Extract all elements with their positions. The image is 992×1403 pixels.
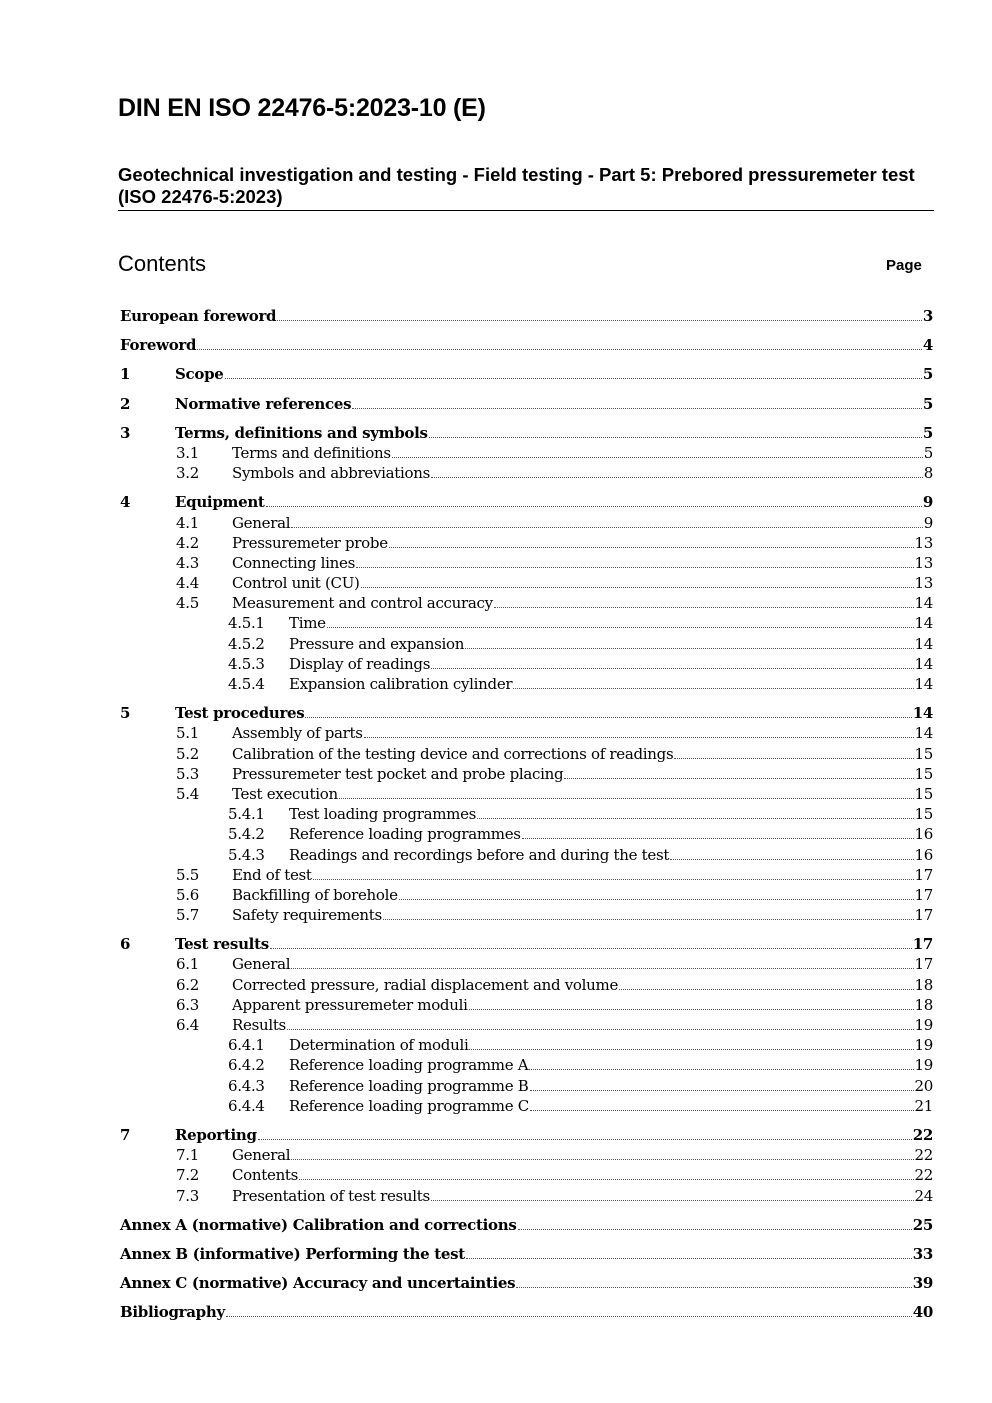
toc-entry-title: Terms and definitions <box>232 443 391 462</box>
toc-entry-title: Annex C (normative) Accuracy and uncertainties <box>120 1274 516 1293</box>
toc-dot-leader <box>466 1258 912 1259</box>
toc-entry-title: Reference loading programmes <box>289 825 521 844</box>
toc-dot-leader <box>258 1139 912 1140</box>
toc-entry-title: Safety requirements <box>232 906 382 925</box>
toc-entry-title: Calibration of the testing device and corrections of readings <box>232 744 674 763</box>
toc-entry-title: Reporting <box>175 1125 257 1144</box>
toc-entry-title: Corrected pressure, radial displacement and volume <box>232 975 619 994</box>
toc-entry-number: 6.3 <box>176 995 199 1014</box>
toc-dot-leader <box>619 989 913 990</box>
toc-entry[interactable] <box>118 1274 933 1294</box>
toc-entry-page: 14 <box>914 675 933 693</box>
toc-entry-title: Contents <box>232 1166 299 1185</box>
toc-entry-page: 9 <box>923 513 933 532</box>
toc-entry-title: Pressure and expansion <box>289 634 465 653</box>
toc-entry[interactable] <box>118 336 933 356</box>
toc-dot-leader <box>674 758 913 759</box>
toc-dot-leader <box>291 527 923 528</box>
toc-entry-page: 22 <box>914 1146 933 1165</box>
toc-entry-number: 4 <box>120 493 131 512</box>
toc-entry-title: Terms, definitions and symbols <box>175 423 428 442</box>
toc-entry[interactable] <box>118 955 933 975</box>
toc-dot-leader <box>431 668 913 669</box>
toc-entry[interactable] <box>118 976 933 996</box>
toc-entry-title: Foreword <box>120 336 197 355</box>
toc-entry-number: 6.4.2 <box>228 1056 265 1075</box>
toc-entry-page: 3 <box>922 307 933 325</box>
toc-entry[interactable] <box>118 935 933 955</box>
toc-entry-page: 22 <box>914 1166 933 1185</box>
toc-entry-title: General <box>232 1146 291 1165</box>
toc-entry-page: 13 <box>914 533 933 552</box>
toc-entry[interactable] <box>118 805 933 825</box>
toc-entry-title: Scope <box>175 365 224 384</box>
toc-entry-page: 19 <box>914 1016 933 1034</box>
toc-entry-page: 17 <box>914 955 933 974</box>
toc-entry-page: 15 <box>914 805 933 824</box>
toc-entry-number: 5.7 <box>176 906 199 925</box>
toc-entry-title: Annex A (normative) Calibration and corrections <box>120 1215 517 1234</box>
toc-entry-number: 5.4.3 <box>228 845 265 864</box>
toc-entry-page: 20 <box>914 1076 933 1095</box>
toc-dot-leader <box>287 1029 914 1030</box>
toc-dot-leader <box>197 349 922 350</box>
toc-entry-title: Reference loading programme C <box>289 1096 529 1115</box>
toc-entry[interactable] <box>118 745 933 765</box>
toc-entry[interactable] <box>118 365 933 385</box>
toc-entry-page: 14 <box>914 634 933 653</box>
toc-entry-page: 15 <box>914 744 933 763</box>
toc-entry[interactable] <box>118 675 933 695</box>
toc-entry-page: 39 <box>912 1274 933 1293</box>
toc-entry-number: 7.2 <box>176 1166 199 1185</box>
toc-entry-number: 5.1 <box>176 724 199 743</box>
toc-dot-leader <box>383 919 914 920</box>
toc-dot-leader <box>477 818 913 819</box>
toc-entry-number: 4.5 <box>176 594 199 613</box>
toc-entry-page: 19 <box>914 1036 933 1055</box>
toc-entry-page: 16 <box>914 825 933 844</box>
toc-dot-leader <box>291 968 913 969</box>
toc-entry-page: 8 <box>923 464 933 483</box>
toc-entry-number: 4.4 <box>176 574 199 593</box>
toc-entry-number: 5.6 <box>176 885 199 904</box>
toc-entry-title: Reference loading programme B <box>289 1076 529 1095</box>
toc-entry[interactable] <box>118 825 933 845</box>
toc-entry-number: 6.4.1 <box>228 1036 265 1055</box>
toc-entry-number: 4.5.3 <box>228 654 265 673</box>
toc-entry-title: Assembly of parts <box>232 724 363 743</box>
toc-entry[interactable] <box>118 1077 933 1097</box>
toc-entry-title: Annex B (informative) Performing the test <box>120 1244 465 1263</box>
toc-entry-page: 5 <box>922 365 933 384</box>
toc-dot-leader <box>399 899 914 900</box>
toc-entry-number: 5.5 <box>176 865 199 884</box>
toc-entry[interactable] <box>118 1187 933 1207</box>
toc-dot-leader <box>266 506 922 507</box>
toc-entry-page: 17 <box>914 906 933 925</box>
toc-entry-number: 2 <box>120 394 131 413</box>
toc-dot-leader <box>469 1009 914 1010</box>
toc-dot-leader <box>299 1179 913 1180</box>
toc-entry-title: End of test <box>232 865 312 884</box>
page-column-label: Page <box>886 257 922 274</box>
toc-entry[interactable] <box>118 765 933 785</box>
toc-entry-page: 15 <box>914 784 933 803</box>
toc-entry-title: Readings and recordings before and during the test <box>289 845 670 864</box>
toc-entry[interactable] <box>118 534 933 554</box>
toc-entry-title: Apparent pressuremeter moduli <box>232 995 468 1014</box>
toc-entry-number: 5.2 <box>176 744 199 763</box>
toc-entry-number: 6.1 <box>176 955 199 974</box>
toc-dot-leader <box>431 477 923 478</box>
toc-entry-title: Measurement and control accuracy <box>232 594 493 613</box>
toc-dot-leader <box>429 437 922 438</box>
toc-entry[interactable] <box>118 1216 933 1236</box>
toc-entry-number: 5.4.2 <box>228 825 265 844</box>
toc-entry-page: 13 <box>914 553 933 572</box>
toc-entry-number: 5.3 <box>176 764 199 783</box>
toc-entry[interactable] <box>118 1016 933 1036</box>
toc-entry[interactable] <box>118 635 933 655</box>
toc-dot-leader <box>530 1090 914 1091</box>
toc-dot-leader <box>494 607 914 608</box>
toc-entry[interactable] <box>118 1126 933 1146</box>
toc-entry[interactable] <box>118 594 933 614</box>
toc-dot-leader <box>352 408 922 409</box>
toc-entry-page: 13 <box>914 574 933 593</box>
toc-dot-leader <box>513 688 913 689</box>
toc-entry[interactable] <box>118 514 933 534</box>
toc-entry[interactable] <box>118 996 933 1016</box>
toc-entry-title: Normative references <box>175 394 352 413</box>
toc-entry-number: 6 <box>120 935 131 954</box>
toc-entry-title: Results <box>232 1016 286 1034</box>
toc-entry-page: 17 <box>914 885 933 904</box>
title-divider <box>118 210 934 211</box>
toc-entry-title: Symbols and abbreviations <box>232 464 430 483</box>
toc-entry-page: 22 <box>912 1125 933 1144</box>
toc-entry-number: 6.2 <box>176 975 199 994</box>
toc-entry-number: 6.4 <box>176 1016 199 1034</box>
toc-entry-page: 5 <box>922 394 933 413</box>
toc-entry-number: 5.4 <box>176 784 199 803</box>
toc-entry-number: 7.3 <box>176 1186 199 1205</box>
toc-entry-page: 4 <box>922 336 933 355</box>
toc-entry-page: 14 <box>914 724 933 743</box>
toc-dot-leader <box>431 1200 914 1201</box>
toc-entry-page: 33 <box>912 1244 933 1263</box>
toc-entry[interactable] <box>118 1303 933 1323</box>
toc-entry-page: 18 <box>914 995 933 1014</box>
toc-entry[interactable] <box>118 886 933 906</box>
toc-entry-title: Test results <box>175 935 269 954</box>
toc-dot-leader <box>530 1110 914 1111</box>
toc-dot-leader <box>270 948 912 949</box>
toc-entry-page: 16 <box>914 845 933 864</box>
toc-dot-leader <box>529 1069 913 1070</box>
toc-entry-number: 4.5.4 <box>228 675 265 693</box>
toc-entry-number: 5.4.1 <box>228 805 265 824</box>
toc-entry-page: 40 <box>912 1303 933 1322</box>
toc-entry[interactable] <box>118 1097 933 1117</box>
toc-dot-leader <box>225 378 922 379</box>
toc-dot-leader <box>291 1159 913 1160</box>
toc-entry-page: 14 <box>914 594 933 613</box>
toc-entry-title: Backfilling of borehole <box>232 885 398 904</box>
toc-entry-number: 3.2 <box>176 464 199 483</box>
toc-entry-title: Time <box>289 614 326 633</box>
toc-entry[interactable] <box>118 493 933 513</box>
toc-entry-title: Determination of moduli <box>289 1036 469 1055</box>
toc-entry-title: Equipment <box>175 493 265 512</box>
toc-entry-page: 9 <box>922 493 933 512</box>
toc-entry[interactable] <box>118 574 933 594</box>
toc-entry[interactable] <box>118 785 933 805</box>
toc-entry-number: 5 <box>120 704 131 723</box>
toc-entry-number: 3 <box>120 423 131 442</box>
toc-entry-page: 24 <box>914 1186 933 1205</box>
toc-entry-number: 4.1 <box>176 513 199 532</box>
toc-dot-leader <box>516 1287 911 1288</box>
toc-entry-page: 19 <box>914 1056 933 1075</box>
toc-entry-title: General <box>232 513 291 532</box>
toc-entry[interactable] <box>118 1146 933 1166</box>
document-subtitle: Geotechnical investigation and testing - Field testing - Part 5: Prebored pressuremeter test (ISO 22476-5:2023) <box>118 164 915 207</box>
toc-entry-title: Test execution <box>232 784 338 803</box>
toc-dot-leader <box>226 1316 912 1317</box>
toc-entry-title: Control unit (CU) <box>232 574 360 593</box>
toc-entry[interactable] <box>118 1245 933 1265</box>
document-id: DIN EN ISO 22476-5:2023-10 (E) <box>118 94 486 122</box>
toc-entry-title: Pressuremeter probe <box>232 533 388 552</box>
toc-entry-number: 6.4.4 <box>228 1096 265 1115</box>
toc-dot-leader <box>327 627 914 628</box>
toc-dot-leader <box>361 587 914 588</box>
toc-entry[interactable] <box>118 906 933 926</box>
toc-entry-page: 18 <box>914 975 933 994</box>
toc-entry-title: Pressuremeter test pocket and probe placing <box>232 764 564 783</box>
toc-dot-leader <box>469 1049 913 1050</box>
toc-entry-title: Expansion calibration cylinder <box>289 675 513 693</box>
toc-entry-page: 14 <box>914 654 933 673</box>
toc-entry-title: Bibliography <box>120 1303 225 1322</box>
toc-dot-leader <box>356 567 914 568</box>
toc-entry-number: 7 <box>120 1125 131 1144</box>
toc-entry-number: 4.2 <box>176 533 199 552</box>
toc-entry-title: Connecting lines <box>232 553 355 572</box>
toc-entry-number: 6.4.3 <box>228 1076 265 1095</box>
toc-entry-page: 17 <box>912 935 933 954</box>
toc-entry[interactable] <box>118 1166 933 1186</box>
toc-entry-number: 3.1 <box>176 443 199 462</box>
toc-dot-leader <box>670 859 913 860</box>
toc-entry-title: Reference loading programme A <box>289 1056 529 1075</box>
toc-dot-leader <box>305 717 911 718</box>
toc-entry[interactable] <box>118 395 933 415</box>
toc-entry[interactable] <box>118 866 933 886</box>
toc-entry-page: 14 <box>912 704 933 723</box>
toc-entry-page: 14 <box>914 614 933 633</box>
toc-entry-number: 4.5.2 <box>228 634 265 653</box>
toc-entry-number: 4.5.1 <box>228 614 265 633</box>
toc-entry[interactable] <box>118 444 933 464</box>
toc-entry-title: General <box>232 955 291 974</box>
toc-entry[interactable] <box>118 307 933 327</box>
toc-dot-leader <box>389 547 914 548</box>
toc-entry-page: 21 <box>914 1096 933 1115</box>
toc-entry-title: Test procedures <box>175 704 305 723</box>
toc-dot-leader <box>465 648 913 649</box>
contents-heading: Contents <box>118 251 207 276</box>
toc-dot-leader <box>564 778 913 779</box>
toc-dot-leader <box>518 1229 912 1230</box>
toc-entry-title: Test loading programmes <box>289 805 477 824</box>
toc-entry-page: 17 <box>914 865 933 884</box>
toc-entry[interactable] <box>118 724 933 744</box>
toc-entry-number: 1 <box>120 365 131 384</box>
toc-entry-page: 15 <box>914 764 933 783</box>
toc-entry-number: 4.3 <box>176 553 199 572</box>
toc-dot-leader <box>339 798 914 799</box>
toc-entry-page: 5 <box>922 423 933 442</box>
toc-dot-leader <box>277 320 922 321</box>
toc-entry-page: 25 <box>912 1215 933 1234</box>
toc-entry[interactable] <box>118 464 933 484</box>
toc-entry[interactable] <box>118 704 933 724</box>
toc-dot-leader <box>313 879 914 880</box>
toc-dot-leader <box>522 838 914 839</box>
toc-entry-title: Display of readings <box>289 654 431 673</box>
toc-entry-number: 7.1 <box>176 1146 199 1165</box>
toc-entry[interactable] <box>118 614 933 634</box>
toc-entry[interactable] <box>118 1056 933 1076</box>
toc-entry[interactable] <box>118 554 933 574</box>
toc-entry[interactable] <box>118 424 933 444</box>
toc-entry[interactable] <box>118 846 933 866</box>
toc-entry-title: Presentation of test results <box>232 1186 430 1205</box>
toc-dot-leader <box>392 457 923 458</box>
toc-dot-leader <box>364 737 914 738</box>
toc-entry-title: European foreword <box>120 307 277 325</box>
table-of-contents <box>118 307 933 1323</box>
toc-entry[interactable] <box>118 1036 933 1056</box>
toc-entry-page: 5 <box>923 443 933 462</box>
toc-entry[interactable] <box>118 655 933 675</box>
